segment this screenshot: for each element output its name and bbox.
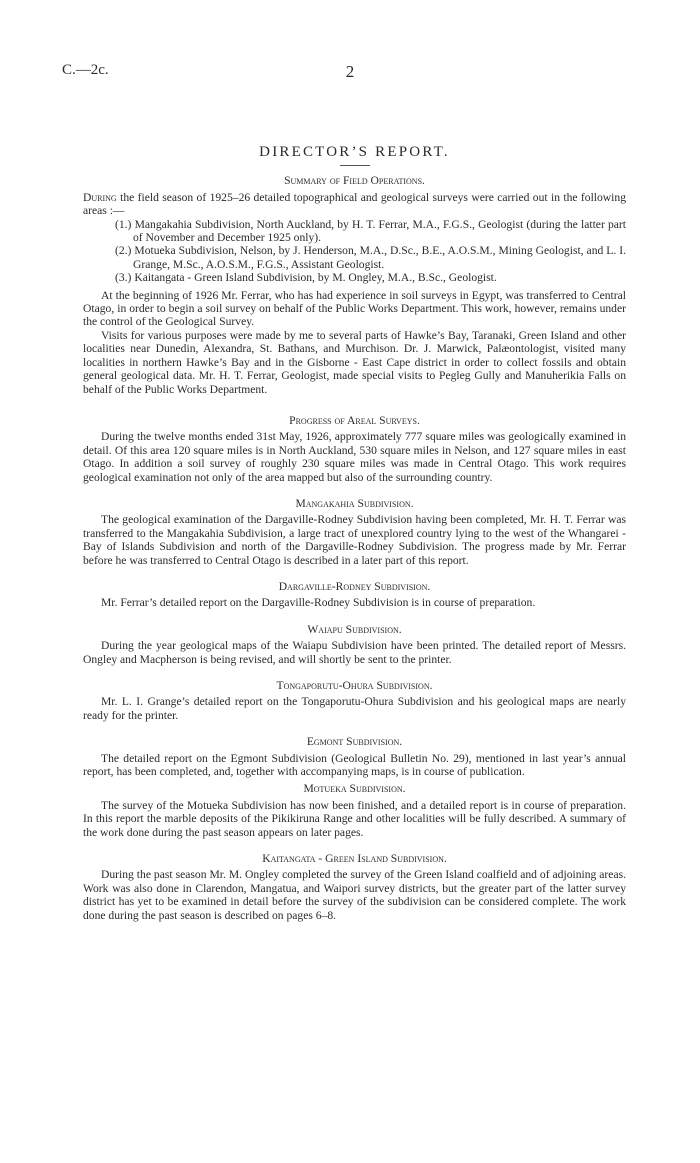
section-heading-dargaville-rodney: Dargaville-Rodney Subdivision.: [278, 579, 431, 593]
section-heading-egmont: Egmont Subdivision.: [306, 735, 403, 749]
document-reference: C.—2c.: [62, 62, 109, 78]
paragraph: The detailed report on the Egmont Subdivision (Geological Bulletin No. 29), mentioned in last year’s annual report, has been completed, and, together with accompanying maps, is in course of publication.: [83, 751, 626, 779]
section-heading-summary: Summary of Field Operations.: [284, 174, 425, 188]
section-heading-tongaporutu-ohura: Tongaporutu-Ohura Subdivision.: [276, 679, 433, 692]
section-heading-mangakahia: Mangakahia Subdivision.: [295, 496, 414, 510]
paragraph: During the past season Mr. M. Ongley completed the survey of the Green Island coalfield and of adjoining areas. Work was also done in Clarendon, Mangatua, and Waipori survey districts, but the greater part of the latter survey district has yet to be examined in detail before the survey of the subdivision can be considered complete. The work done during the past season is described on pages 6–8.: [83, 868, 626, 922]
section-heading-progress: Progress of Areal Surveys.: [289, 413, 420, 427]
paragraph: Visits for various purposes were made by me to several parts of Hawke’s Bay, Taranaki, Green Island and other localities near Dunedin, Alexandra, St. Bathans, and Murchison. Dr. J. Marwick, Palæontologist, visited many localities in northern Hawke’s Bay and in the Gisborne - East Cape district in order to collect fossils and obtain general geological data. Mr. H. T. Ferrar, Geologist, made special visits to Pegleg Gully and Manuherikia Falls on behalf of the Public Works Department.: [83, 328, 626, 396]
section-heading-kaitangata-green-island: Kaitangata - Green Island Subdivision.: [262, 852, 447, 866]
page-header: [62, 62, 638, 86]
summary-intro: [83, 191, 626, 218]
title-rule: [340, 165, 370, 166]
paragraph: The survey of the Motueka Subdivision has now been finished, and a detailed report is in course of preparation. In this report the marble deposits of the Pikikiruna Range and other localities will be fully described. A summary of the work done during the past season appears on later pages.: [83, 798, 626, 839]
paragraph: Mr. Ferrar’s detailed report on the Dargaville-Rodney Subdivision is in course of preparation.: [101, 596, 536, 610]
list-item: (3.) Kaitangata - Green Island Subdivision, by M. Ongley, M.A., B.Sc., Geologist.: [115, 271, 497, 285]
paragraph: During the year geological maps of the Waiapu Subdivision have been printed. The detailed report of Messrs. Ongley and Macpherson is being revised, and will shortly be sent to the printer.: [83, 639, 626, 666]
section-heading-motueka: Motueka Subdivision.: [303, 782, 406, 796]
paragraph: At the beginning of 1926 Mr. Ferrar, who has had experience in soil surveys in Egypt, was transferred to Central Otago, in order to begin a soil survey on behalf of the Public Works Department. This work, however, remains under the control of the Geological Survey.: [83, 288, 626, 329]
paragraph: During the twelve months ended 31st May, 1926, approximately 777 square miles was geologically examined in detail. Of this area 120 square miles is in North Auckland, 530 square miles in Nelson, and 127 square miles in east Otago. In addition a soil survey of roughly 230 square miles was made in Central Otago. This work requires geological examination not only of the area mapped but also of the surrounding country.: [83, 430, 626, 484]
list-item: (1.) Mangakahia Subdivision, North Auckland, by H. T. Ferrar, M.A., F.G.S., Geologist (during the latter part of November and December 1925 only).: [115, 217, 626, 245]
section-heading-waiapu: Waiapu Subdivision.: [307, 622, 402, 636]
summary-lead-word: During: [83, 190, 117, 204]
list-item: (2.) Motueka Subdivision, Nelson, by J. Henderson, M.A., D.Sc., B.E., A.O.S.M., Mining Geologist, and L. I. Grange, M.Sc., A.O.S.M., F.G.S., Assistant Geologist.: [115, 244, 626, 271]
summary-lead-text: the field season of 1925–26 detailed topographical and geological surveys were carried out in the following areas :—: [83, 190, 626, 218]
page-number: 2: [345, 62, 355, 81]
paragraph: Mr. L. I. Grange’s detailed report on the Tongaporutu-Ohura Subdivision and his geological maps are nearly ready for the printer.: [83, 695, 626, 722]
report-body: [83, 146, 626, 922]
survey-areas-list: [83, 218, 626, 285]
paragraph: The geological examination of the Dargaville-Rodney Subdivision having been completed, Mr. H. T. Ferrar was transferred to the Mangakahia Subdivision, a large tract of unexplored country lying to the west of the Whangarei - Bay of Islands Subdivision and north of the Dargaville-Rodney Subdivision. The progress made by Mr. Ferrar before he was transferred to Central Otago is described in a later part of this report.: [83, 513, 626, 567]
report-title: DIRECTOR’S REPORT.: [259, 144, 450, 160]
